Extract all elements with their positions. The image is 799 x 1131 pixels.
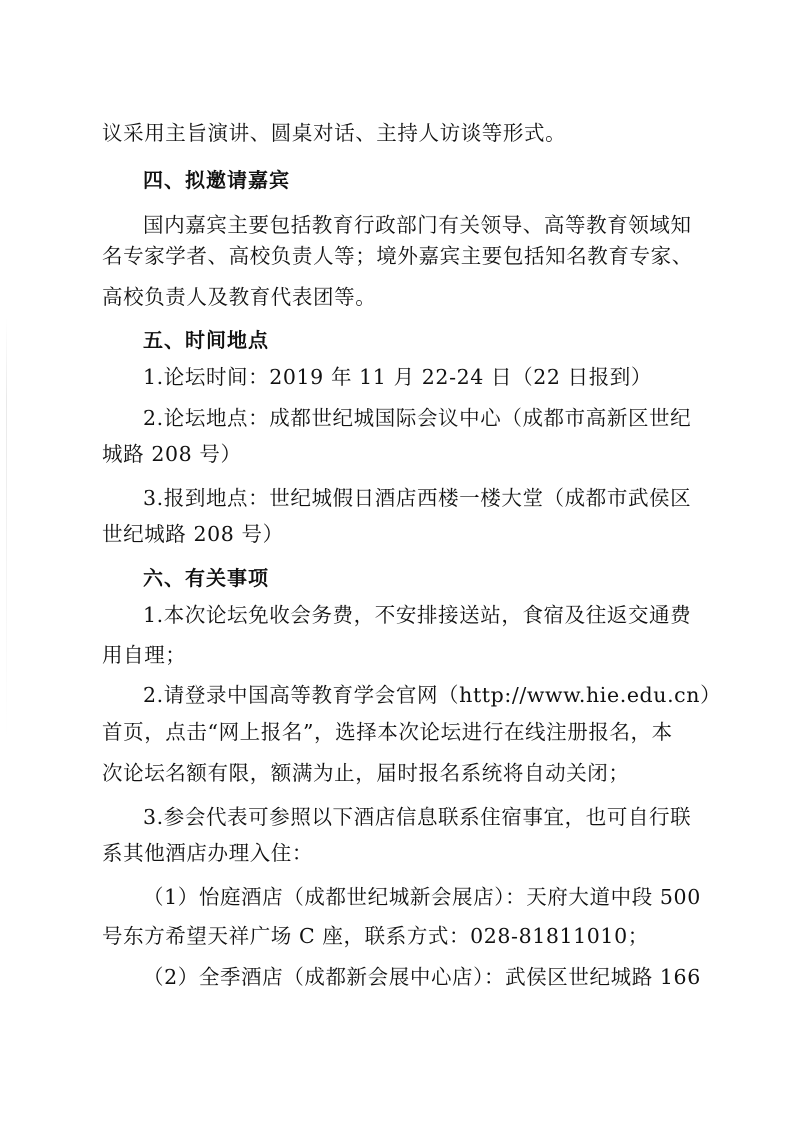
text-line-18: 3.参会代表可参照以下酒店信息联系住宿事宜，也可自行联 (143, 805, 692, 829)
text-line-11: 世纪城路 208 号） (102, 522, 284, 546)
text-line-13: 1.本次论坛免收会务费，不安排接送站，食宿及往返交通费 (143, 603, 692, 627)
text-line-19: 系其他酒店办理入住： (102, 841, 313, 865)
text-line-7: 1.论坛时间：2019 年 11 月 22-24 日（22 日报到） (143, 365, 652, 389)
text-line-16: 首页，点击“网上报名”，选择本次论坛进行在线注册报名，本 (102, 720, 673, 744)
text-line-9: 城路 208 号） (102, 442, 242, 466)
text-line-10: 3.报到地点：世纪城假日酒店西楼一楼大堂（成都市武侯区 (143, 486, 692, 510)
section-heading-guests: 四、拟邀请嘉宾 (143, 168, 290, 192)
text-line-4: 名专家学者、高校负责人等；境外嘉宾主要包括知名教育专家、 (102, 244, 693, 268)
text-line-3: 国内嘉宾主要包括教育行政部门有关领导、高等教育领域知 (143, 213, 692, 237)
text-line-8: 2.论坛地点：成都世纪城国际会议中心（成都市高新区世纪 (143, 406, 692, 430)
text-line-17: 次论坛名额有限，额满为止，届时报名系统将自动关闭； (102, 761, 630, 785)
text-line-22: （2）全季酒店（成都新会展中心店）：武侯区世纪城路 166 (143, 965, 701, 989)
scan-artifact (6, 318, 7, 738)
text-line-21: 号东方希望天祥广场 C 座，联系方式：028-81811010； (102, 924, 649, 948)
text-line-15: 2.请登录中国高等教育学会官网（http://www.hie.edu.cn） (143, 683, 722, 707)
section-heading-notes: 六、有关事项 (143, 566, 269, 590)
text-line-14: 用自理； (102, 643, 187, 667)
text-line-5: 高校负责人及教育代表团等。 (102, 285, 377, 309)
text-line-20: （1）怡庭酒店（成都世纪城新会展店）：天府大道中段 500 (143, 885, 701, 909)
text-line-1: 议采用主旨演讲、圆桌对话、主持人访谈等形式。 (102, 121, 567, 145)
section-heading-time-place: 五、时间地点 (143, 328, 269, 352)
